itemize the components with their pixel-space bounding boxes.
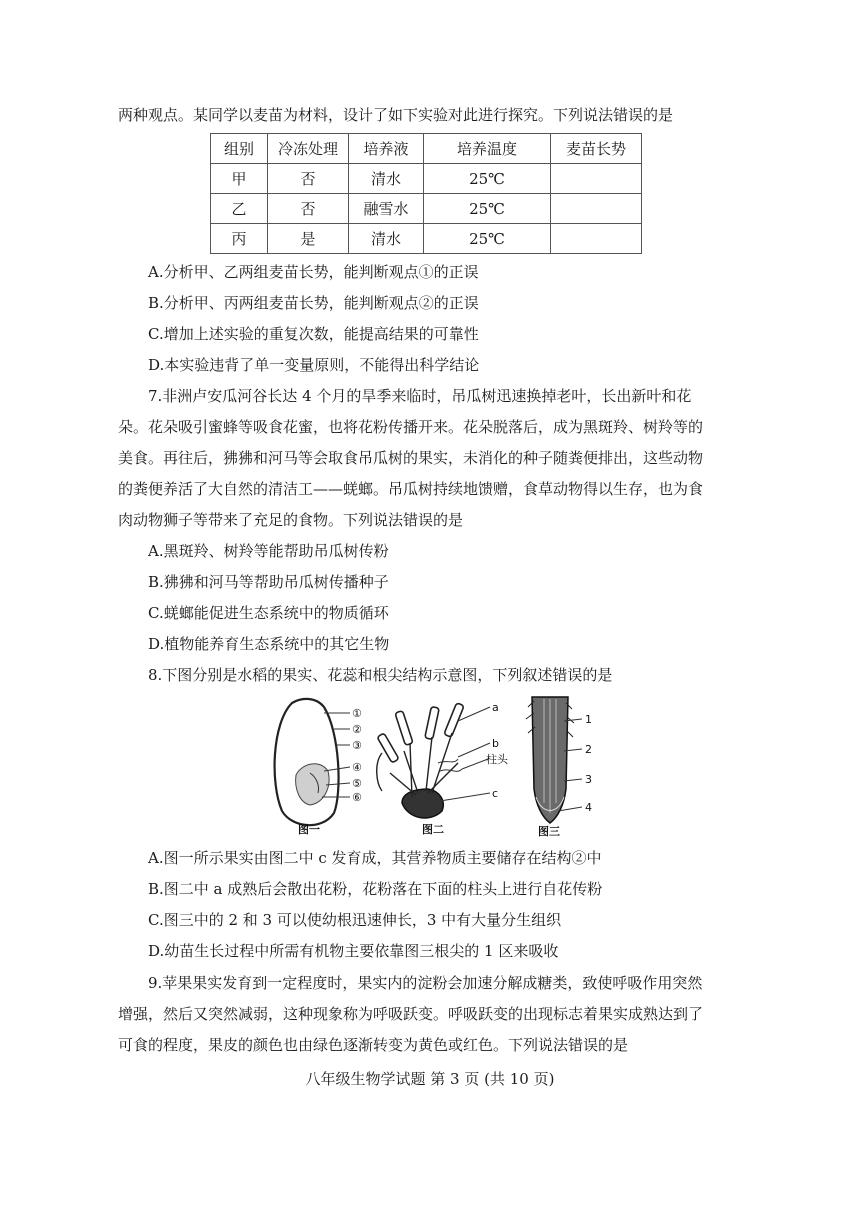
table-cell: [551, 164, 642, 194]
table-header: 麦苗长势: [551, 134, 642, 164]
fig3-label-4: 4: [585, 801, 592, 814]
rice-structure-figure: [262, 693, 602, 841]
fig3-caption: 图三: [538, 825, 560, 838]
fig2-label-b: b: [492, 737, 499, 750]
table-cell: 否: [268, 164, 349, 194]
table-cell: 清水: [349, 164, 424, 194]
fig3-label-1: 1: [585, 713, 592, 726]
q8-option-c: C.图三中的 2 和 3 可以使幼根迅速伸长，3 中有大量分生组织: [148, 911, 562, 929]
table-row: [211, 194, 642, 224]
q9-stem-line: 增强，然后又突然减弱，这种现象称为呼吸跃变。呼吸跃变的出现标志着果实成熟达到了: [118, 1005, 704, 1023]
root-tip-diagram: [526, 697, 592, 838]
fig1-label-4: ④: [352, 761, 362, 774]
fig1-label-2: ②: [352, 723, 362, 736]
fig2-label-stigma: 柱头: [486, 753, 508, 766]
q6-option-d: D.本实验违背了单一变量原则，不能得出科学结论: [148, 356, 480, 374]
fig1-caption: 图一: [298, 823, 320, 836]
table-header-row: [211, 134, 642, 164]
q7-option-b: B.狒狒和河马等帮助吊瓜树传播种子: [148, 573, 389, 591]
table-row: [211, 164, 642, 194]
table-cell: 甲: [211, 164, 268, 194]
q6-option-b: B.分析甲、丙两组麦苗长势，能判断观点②的正误: [148, 294, 479, 312]
q9-stem-line: 9.苹果果实发育到一定程度时，果实内的淀粉会加速分解成糖类，致使呼吸作用突然: [148, 974, 703, 992]
q7-stem-line: 朵。花朵吸引蜜蜂等吸食花蜜，也将花粉传播开来。花朵脱落后，成为黑斑羚、树羚等的: [118, 418, 704, 436]
table-cell: 丙: [211, 224, 268, 254]
fruit-diagram: [275, 699, 362, 836]
table-cell: [551, 194, 642, 224]
q7-option-c: C.蜣螂能促进生态系统中的物质循环: [148, 604, 389, 622]
table-cell: 25℃: [424, 224, 551, 254]
fig2-label-c: c: [492, 787, 499, 800]
q8-option-d: D.幼苗生长过程中所需有机物主要依靠图三根尖的 1 区来吸收: [148, 942, 559, 960]
q7-stem-line: 的粪便养活了大自然的清洁工——蜣螂。吊瓜树持续地馈赠，食草动物得以生存，也为食: [118, 480, 704, 498]
table-cell: 清水: [349, 224, 424, 254]
table-header: 培养温度: [424, 134, 551, 164]
table-cell: [551, 224, 642, 254]
table-cell: 是: [268, 224, 349, 254]
q7-option-a: A.黑斑羚、树羚等能帮助吊瓜树传粉: [148, 542, 389, 560]
q7-stem-line: 肉动物狮子等带来了充足的食物。下列说法错误的是: [118, 511, 464, 529]
page-footer: 八年级生物学试题 第 3 页 (共 10 页): [305, 1070, 555, 1088]
fig1-label-1: ①: [352, 707, 362, 720]
fig2-caption: 图二: [422, 823, 444, 836]
q8-option-a: A.图一所示果实由图二中 c 发育成，其营养物质主要储存在结构②中: [148, 849, 602, 867]
table-cell: 否: [268, 194, 349, 224]
q6-option-a: A.分析甲、乙两组麦苗长势，能判断观点①的正误: [148, 263, 479, 281]
fig3-label-2: 2: [585, 743, 592, 756]
experiment-table: [210, 133, 642, 254]
table-cell: 25℃: [424, 194, 551, 224]
q8-stem: 8.下图分别是水稻的果实、花蕊和根尖结构示意图，下列叙述错误的是: [148, 666, 613, 684]
flower-diagram: [377, 701, 509, 836]
fig1-label-5: ⑤: [352, 777, 362, 790]
q7-stem-line: 美食。再往后，狒狒和河马等会取食吊瓜树的果实，未消化的种子随粪便排出，这些动物: [118, 449, 704, 467]
fig1-label-3: ③: [352, 739, 362, 752]
table-header: 组别: [211, 134, 268, 164]
q7-stem-line: 7.非洲卢安瓜河谷长达 4 个月的旱季来临时，吊瓜树迅速换掉老叶，长出新叶和花: [148, 387, 692, 405]
table-header: 冷冻处理: [268, 134, 349, 164]
q9-stem-line: 可食的程度，果皮的颜色也由绿色逐渐转变为黄色或红色。下列说法错误的是: [118, 1036, 629, 1054]
table-cell: 乙: [211, 194, 268, 224]
question-6-intro: 两种观点。某同学以麦苗为材料，设计了如下实验对此进行探究。下列说法错误的是: [118, 106, 674, 124]
q6-option-c: C.增加上述实验的重复次数，能提高结果的可靠性: [148, 325, 479, 343]
table-row: [211, 224, 642, 254]
table-cell: 融雪水: [349, 194, 424, 224]
q8-option-b: B.图二中 a 成熟后会散出花粉，花粉落在下面的柱头上进行自花传粉: [148, 880, 603, 898]
table-cell: 25℃: [424, 164, 551, 194]
fig2-label-a: a: [492, 701, 499, 714]
table-header: 培养液: [349, 134, 424, 164]
q7-option-d: D.植物能养育生态系统中的其它生物: [148, 635, 390, 653]
fig3-label-3: 3: [585, 773, 592, 786]
fig1-label-6: ⑥: [352, 791, 362, 804]
